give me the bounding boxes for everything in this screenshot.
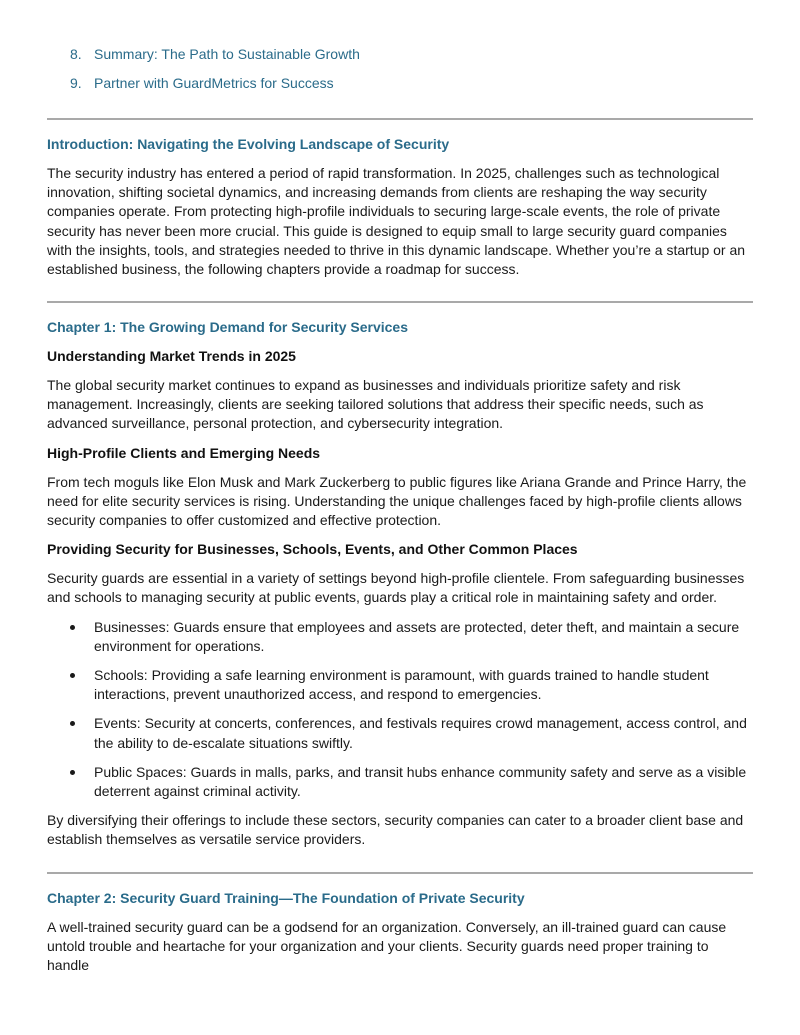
document-page: [47, 0, 753, 974]
bullet-icon: [70, 721, 75, 726]
toc-item[interactable]: [47, 73, 753, 93]
list-item: [47, 618, 753, 656]
paragraph: From tech moguls like Elon Musk and Mark Zuckerberg to public figures like Ariana Grande and Prince Harry, the need for elite security services is rising. Understanding the unique challenges faced by high-profile clients allows security companies to offer customized and effective protection.: [47, 473, 747, 529]
section-heading: Introduction: Navigating the Evolving Landscape of Security: [47, 136, 450, 152]
chapter-heading: Chapter 2: Security Guard Training—The Foundation of Private Security: [47, 890, 525, 906]
table-of-contents: [47, 44, 753, 93]
list-item: [47, 763, 753, 801]
paragraph: A well-trained security guard can be a godsend for an organization. Conversely, an ill-trained guard can cause untold trouble and heartache for your organization and your clients. Security guards need proper training to handle: [47, 919, 727, 974]
list-item-text: Events: Security at concerts, conferences, and festivals requires crowd management, access control, and the ability to de-escalate situations swiftly.: [94, 715, 747, 751]
bullet-icon: [70, 770, 75, 775]
introduction-section: [47, 134, 753, 279]
chapter-heading: Chapter 1: The Growing Demand for Security Services: [47, 319, 408, 335]
subheading: Understanding Market Trends in 2025: [47, 348, 296, 364]
subheading: High-Profile Clients and Emerging Needs: [47, 444, 321, 461]
toc-item-label[interactable]: Partner with GuardMetrics for Success: [94, 75, 334, 91]
list-item-text: Businesses: Guards ensure that employees and assets are protected, deter theft, and maintain a secure environment for operations.: [94, 618, 740, 654]
paragraph: By diversifying their offerings to include these sectors, security companies can cater to a broader client base and establish themselves as versatile service providers.: [47, 812, 744, 848]
list-item: [47, 714, 753, 752]
subheading: Providing Security for Businesses, Schools, Events, and Other Common Places: [47, 541, 578, 558]
intro-paragraph: The security industry has entered a period of rapid transformation. In 2025, challenges such as technological innovation, shifting societal dynamics, and increasing demands from clients are reshaping the way security companies operate. From protecting high-profile individuals to securing large-scale events, the role of private security has never been more crucial. This guide is designed to equip small to large security guard companies with the insights, tools, and strategies needed to thrive in this dynamic landscape. Whether you’re a startup or an established business, the following chapters provide a roadmap for success.: [47, 165, 746, 278]
paragraph: The global security market continues to expand as businesses and individuals prioritize safety and risk management. Increasingly, clients are seeking tailored solutions that address their specific needs, such as advanced surveillance, personal protection, and cybersecurity integration.: [47, 377, 704, 432]
section-divider: [47, 301, 753, 303]
bullet-icon: [70, 673, 75, 678]
section-divider: [47, 872, 753, 874]
list-item-text: Public Spaces: Guards in malls, parks, and transit hubs enhance community safety and serve as a visible deterrent against criminal activity.: [94, 763, 747, 800]
toc-item-number: 8.: [70, 46, 82, 62]
bullet-list: [47, 618, 753, 802]
list-item-text: Schools: Providing a safe learning environment is paramount, with guards trained to handle student interactions, prevent unauthorized access, and respond to emergencies.: [94, 667, 709, 703]
list-item: [47, 666, 753, 704]
section-divider: [47, 118, 753, 120]
chapter-1-section: [47, 317, 753, 850]
bullet-icon: [70, 625, 75, 630]
paragraph: Security guards are essential in a variety of settings beyond high-profile clientele. From safeguarding businesses and schools to managing security at public events, guards play a critical role in maintaining safety and order.: [47, 570, 745, 606]
toc-item[interactable]: [47, 44, 753, 64]
toc-item-number: 9.: [70, 75, 82, 91]
chapter-2-section: [47, 888, 753, 976]
toc-item-label[interactable]: Summary: The Path to Sustainable Growth: [94, 46, 360, 62]
